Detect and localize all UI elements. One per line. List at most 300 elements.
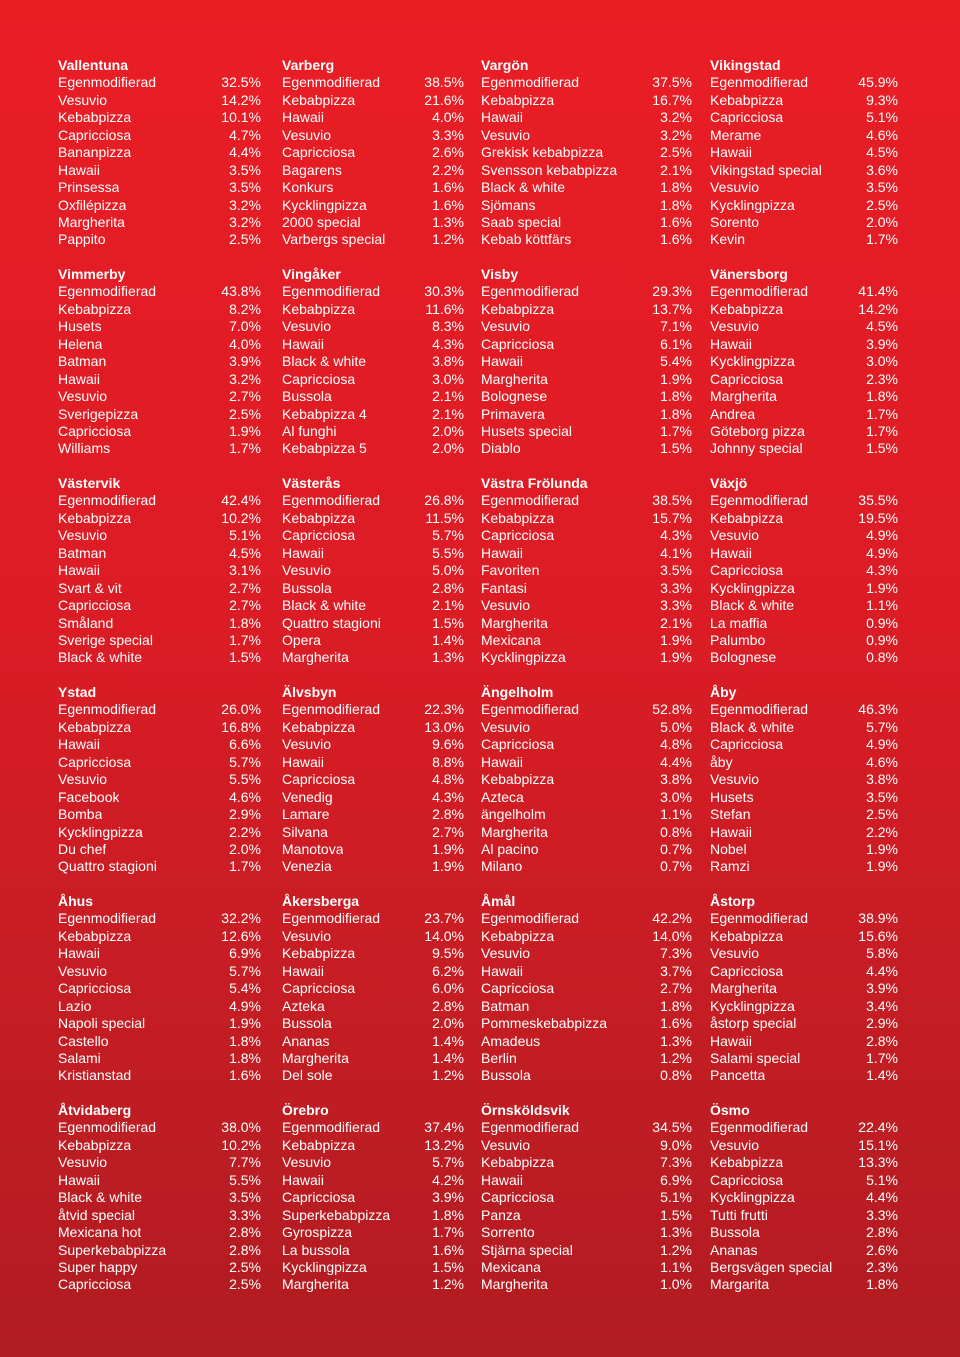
pizza-row [481, 1119, 692, 1136]
pizza-row [710, 1067, 898, 1084]
pizza-row [58, 423, 261, 440]
pizza-name: Capricciosa [282, 144, 356, 161]
city-name: Vänersborg [710, 266, 788, 282]
pizza-name: Egenmodifierad [58, 1119, 157, 1136]
pizza-name: Quattro stagioni [282, 614, 381, 631]
pizza-share: 2.5% [229, 1276, 261, 1293]
pizza-row [710, 1137, 898, 1154]
pizza-name: Kebabpizza [58, 509, 132, 526]
pizza-name: Egenmodifierad [282, 1119, 381, 1136]
pizza-row [481, 736, 692, 753]
pizza-share: 5.0% [432, 562, 464, 579]
pizza-row [58, 632, 261, 649]
pizza-row [481, 719, 692, 736]
pizza-row [58, 1033, 261, 1050]
pizza-name: Småland [58, 614, 114, 631]
pizza-share: 4.6% [866, 126, 898, 143]
pizza-name: Egenmodifierad [481, 910, 580, 927]
pizza-name: Capricciosa [710, 962, 784, 979]
city-name: Vingåker [282, 266, 341, 282]
pizza-name: Hawaii [481, 1171, 524, 1188]
pizza-name: Black & white [58, 1189, 143, 1206]
city-block [481, 266, 692, 458]
pizza-share: 19.5% [858, 509, 898, 526]
pizza-row [58, 92, 261, 109]
pizza-row [710, 162, 898, 179]
pizza-share: 1.4% [432, 631, 464, 648]
pizza-share: 3.8% [432, 353, 464, 370]
pizza-share: 9.6% [432, 736, 464, 753]
pizza-row [58, 353, 261, 370]
pizza-row [710, 214, 898, 231]
pizza-row [710, 371, 898, 388]
pizza-name: Capricciosa [282, 527, 356, 544]
pizza-share: 0.7% [660, 858, 692, 875]
pizza-row [710, 1154, 898, 1171]
pizza-name: Svensson kebabpizza [481, 161, 618, 178]
pizza-row [282, 1276, 464, 1293]
pizza-name: Kebabpizza [58, 300, 132, 317]
pizza-share: 3.5% [229, 161, 261, 178]
pizza-row [710, 1224, 898, 1241]
pizza-row [282, 597, 464, 614]
pizza-share: 10.2% [221, 1136, 261, 1153]
pizza-share: 2.0% [866, 213, 898, 230]
pizza-share: 13.3% [858, 1154, 898, 1171]
pizza-share: 4.1% [660, 544, 692, 561]
pizza-row [58, 492, 261, 509]
pizza-row [282, 806, 464, 823]
pizza-name: Egenmodifierad [58, 910, 157, 927]
pizza-name: Egenmodifierad [710, 910, 809, 927]
pizza-row [282, 423, 464, 440]
pizza-share: 42.2% [652, 910, 692, 927]
pizza-name: Vesuvio [481, 597, 531, 614]
city-block [282, 266, 464, 458]
pizza-row [58, 406, 261, 423]
pizza-share: 3.9% [866, 980, 898, 997]
city-block [58, 684, 261, 876]
pizza-name: Hawaii [58, 945, 101, 962]
pizza-name: Bussola [710, 1224, 760, 1241]
pizza-share: 1.2% [432, 231, 464, 248]
city-name: Västra Frölunda [481, 475, 588, 491]
city-name: Örebro [282, 1102, 329, 1118]
pizza-share: 1.8% [660, 405, 692, 422]
pizza-row [481, 771, 692, 788]
pizza-name: ängelholm [481, 806, 546, 823]
pizza-share: 14.2% [221, 91, 261, 108]
pizza-share: 0.8% [660, 1067, 692, 1084]
city-name: Vallentuna [58, 57, 129, 73]
city-block [710, 266, 898, 458]
pizza-share: 2.0% [432, 422, 464, 439]
pizza-name: Hawaii [282, 1171, 325, 1188]
pizza-name: Azteca [481, 788, 524, 805]
pizza-row [481, 197, 692, 214]
pizza-name: Hawaii [481, 109, 524, 126]
pizza-share: 10.2% [221, 509, 261, 526]
pizza-name: Pancetta [710, 1067, 766, 1084]
pizza-row [481, 231, 692, 248]
pizza-share: 5.7% [432, 527, 464, 544]
pizza-row [710, 858, 898, 875]
pizza-row [282, 824, 464, 841]
pizza-share: 4.4% [660, 753, 692, 770]
pizza-name: åby [710, 753, 733, 770]
pizza-row [58, 562, 261, 579]
pizza-share: 37.4% [424, 1119, 464, 1136]
pizza-name: Egenmodifierad [481, 492, 580, 509]
pizza-name: Black & white [481, 179, 566, 196]
pizza-row [481, 336, 692, 353]
pizza-share: 46.3% [858, 701, 898, 718]
pizza-share: 4.9% [866, 527, 898, 544]
pizza-name: Kebabpizza [481, 1154, 555, 1171]
pizza-share: 2.8% [432, 806, 464, 823]
pizza-share: 42.4% [221, 492, 261, 509]
pizza-name: Capricciosa [282, 980, 356, 997]
pizza-name: Capricciosa [710, 562, 784, 579]
city-block [481, 684, 692, 876]
pizza-share: 3.5% [229, 1189, 261, 1206]
pizza-row [58, 701, 261, 718]
pizza-name: Azteka [282, 997, 325, 1014]
pizza-row [710, 719, 898, 736]
pizza-share: 4.2% [432, 1171, 464, 1188]
pizza-share: 5.1% [660, 1189, 692, 1206]
pizza-share: 2.8% [866, 1032, 898, 1049]
pizza-row [282, 1033, 464, 1050]
pizza-share: 1.5% [866, 440, 898, 457]
pizza-row [710, 1276, 898, 1293]
pizza-row [58, 719, 261, 736]
city-block [58, 57, 261, 249]
pizza-row [710, 841, 898, 858]
pizza-share: 34.5% [652, 1119, 692, 1136]
pizza-row [282, 440, 464, 457]
pizza-share: 2.0% [432, 440, 464, 457]
pizza-row [710, 615, 898, 632]
pizza-row [58, 1067, 261, 1084]
pizza-row [58, 1276, 261, 1293]
city-name: Ösmo [710, 1102, 750, 1118]
pizza-name: Kycklingpizza [282, 1258, 367, 1275]
pizza-row [282, 318, 464, 335]
pizza-name: Kebabpizza [481, 509, 555, 526]
pizza-row [282, 109, 464, 126]
pizza-row [282, 615, 464, 632]
pizza-row [481, 510, 692, 527]
pizza-name: åtvid special [58, 1206, 136, 1223]
pizza-share: 12.6% [221, 927, 261, 944]
pizza-row [282, 74, 464, 91]
pizza-share: 3.3% [660, 579, 692, 596]
pizza-share: 6.9% [229, 945, 261, 962]
pizza-name: Capricciosa [481, 335, 555, 352]
pizza-name: Tutti frutti [710, 1206, 768, 1223]
pizza-row [481, 440, 692, 457]
pizza-row [282, 754, 464, 771]
pizza-row [481, 1207, 692, 1224]
pizza-row [481, 649, 692, 666]
pizza-row [58, 754, 261, 771]
pizza-name: Husets special [481, 422, 573, 439]
pizza-share: 5.4% [660, 353, 692, 370]
pizza-share: 52.8% [652, 701, 692, 718]
pizza-row [481, 632, 692, 649]
pizza-row [710, 910, 898, 927]
pizza-row [710, 945, 898, 962]
pizza-row [58, 998, 261, 1015]
pizza-row [282, 1224, 464, 1241]
pizza-row [481, 388, 692, 405]
pizza-row [58, 301, 261, 318]
pizza-row [58, 597, 261, 614]
pizza-name: Manotova [282, 840, 344, 857]
pizza-name: åstorp special [710, 1015, 797, 1032]
pizza-name: Konkurs [282, 179, 334, 196]
pizza-row [282, 510, 464, 527]
pizza-name: Kebabpizza [481, 91, 555, 108]
pizza-name: Capricciosa [710, 736, 784, 753]
pizza-name: Egenmodifierad [710, 492, 809, 509]
pizza-row [58, 910, 261, 927]
pizza-row [282, 562, 464, 579]
pizza-share: 5.7% [229, 962, 261, 979]
pizza-row [710, 1207, 898, 1224]
pizza-row [282, 1119, 464, 1136]
pizza-row [58, 649, 261, 666]
city-block [58, 475, 261, 667]
city-name: Ystad [58, 684, 97, 700]
city-block [710, 1102, 898, 1294]
pizza-share: 2.3% [866, 370, 898, 387]
pizza-share: 0.8% [660, 823, 692, 840]
pizza-share: 13.0% [424, 718, 464, 735]
pizza-share: 4.0% [432, 109, 464, 126]
pizza-name: Hawaii [481, 353, 524, 370]
pizza-row [710, 580, 898, 597]
pizza-share: 5.8% [866, 945, 898, 962]
pizza-row [481, 1015, 692, 1032]
pizza-row [710, 562, 898, 579]
pizza-name: Venezia [282, 858, 332, 875]
pizza-row [282, 1050, 464, 1067]
pizza-row [710, 824, 898, 841]
pizza-row [282, 1189, 464, 1206]
pizza-row [481, 1242, 692, 1259]
pizza-name: Egenmodifierad [481, 1119, 580, 1136]
pizza-name: Vesuvio [58, 91, 108, 108]
pizza-row [710, 1050, 898, 1067]
pizza-row [710, 318, 898, 335]
pizza-name: Facebook [58, 788, 120, 805]
pizza-share: 1.2% [660, 1049, 692, 1066]
pizza-share: 2.8% [432, 579, 464, 596]
pizza-name: Svart & vit [58, 579, 122, 596]
pizza-name: Egenmodifierad [481, 283, 580, 300]
pizza-share: 3.2% [229, 213, 261, 230]
pizza-row [58, 440, 261, 457]
pizza-row [282, 789, 464, 806]
pizza-share: 32.2% [221, 910, 261, 927]
pizza-name: Capricciosa [481, 736, 555, 753]
pizza-row [58, 1137, 261, 1154]
pizza-name: Sjömans [481, 196, 536, 213]
pizza-row [481, 1067, 692, 1084]
pizza-row [710, 283, 898, 300]
pizza-share: 4.3% [866, 562, 898, 579]
pizza-row [58, 1119, 261, 1136]
pizza-name: Helena [58, 335, 103, 352]
city-block [282, 893, 464, 1085]
pizza-share: 11.5% [425, 509, 464, 526]
pizza-row [282, 771, 464, 788]
pizza-share: 1.1% [660, 1258, 692, 1275]
pizza-share: 1.8% [866, 1276, 898, 1293]
pizza-name: Vesuvio [58, 527, 108, 544]
city-name: Åstorp [710, 893, 756, 909]
pizza-row [481, 841, 692, 858]
pizza-share: 1.6% [229, 1067, 261, 1084]
pizza-name: Husets [58, 318, 102, 335]
pizza-share: 1.9% [660, 370, 692, 387]
pizza-share: 3.3% [866, 1206, 898, 1223]
pizza-row [58, 980, 261, 997]
pizza-share: 2.9% [229, 806, 261, 823]
pizza-row [481, 283, 692, 300]
pizza-share: 4.5% [866, 318, 898, 335]
pizza-name: Kebabpizza [282, 91, 356, 108]
pizza-share: 32.5% [221, 74, 261, 91]
pizza-share: 2.5% [866, 806, 898, 823]
pizza-row [481, 301, 692, 318]
pizza-share: 4.4% [866, 962, 898, 979]
pizza-row [481, 144, 692, 161]
pizza-name: 2000 special [282, 213, 361, 230]
pizza-row [58, 841, 261, 858]
pizza-row [710, 527, 898, 544]
pizza-row [58, 231, 261, 248]
pizza-share: 1.1% [866, 597, 898, 614]
pizza-share: 1.8% [866, 388, 898, 405]
pizza-row [710, 649, 898, 666]
pizza-row [58, 945, 261, 962]
pizza-share: 2.1% [432, 405, 464, 422]
pizza-name: Sorrento [481, 1224, 535, 1241]
pizza-share: 2.1% [432, 597, 464, 614]
city-block [282, 475, 464, 667]
pizza-name: Pappito [58, 231, 106, 248]
city-name: Åmål [481, 893, 516, 909]
pizza-name: Egenmodifierad [710, 701, 809, 718]
pizza-share: 1.3% [432, 213, 464, 230]
pizza-share: 6.9% [660, 1171, 692, 1188]
pizza-row [481, 92, 692, 109]
pizza-name: Bussola [481, 1067, 531, 1084]
pizza-row [282, 632, 464, 649]
pizza-name: Kebabpizza [58, 1136, 132, 1153]
pizza-row [282, 527, 464, 544]
pizza-name: Black & white [710, 597, 795, 614]
pizza-share: 8.8% [432, 753, 464, 770]
pizza-share: 5.5% [229, 1171, 261, 1188]
pizza-share: 7.3% [660, 945, 692, 962]
pizza-name: Vesuvio [710, 771, 760, 788]
pizza-row [58, 318, 261, 335]
pizza-name: Superkebabpizza [282, 1206, 391, 1223]
pizza-name: Hawaii [282, 962, 325, 979]
pizza-name: Kebabpizza 5 [282, 440, 367, 457]
pizza-row [710, 179, 898, 196]
pizza-row [710, 510, 898, 527]
pizza-name: Capricciosa [58, 1276, 132, 1293]
pizza-row [282, 545, 464, 562]
pizza-share: 1.8% [229, 1049, 261, 1066]
pizza-share: 4.9% [866, 544, 898, 561]
pizza-name: Kebabpizza [710, 91, 784, 108]
pizza-share: 0.9% [866, 614, 898, 631]
pizza-row [710, 1172, 898, 1189]
pizza-share: 15.7% [652, 509, 692, 526]
city-name: Varberg [282, 57, 335, 73]
pizza-name: Capricciosa [282, 771, 356, 788]
pizza-row [282, 92, 464, 109]
pizza-row [481, 545, 692, 562]
pizza-share: 16.7% [652, 91, 692, 108]
pizza-row [710, 1242, 898, 1259]
pizza-share: 2.7% [229, 388, 261, 405]
pizza-name: Kycklingpizza [710, 1189, 795, 1206]
pizza-name: Ananas [282, 1032, 330, 1049]
pizza-name: Kycklingpizza [58, 823, 143, 840]
pizza-name: Capricciosa [481, 1189, 555, 1206]
pizza-share: 1.6% [432, 179, 464, 196]
pizza-name: Del sole [282, 1067, 333, 1084]
pizza-name: Hawaii [58, 736, 101, 753]
pizza-name: Ananas [710, 1241, 758, 1258]
pizza-share: 21.6% [424, 91, 464, 108]
pizza-row [481, 562, 692, 579]
pizza-share: 2.7% [229, 579, 261, 596]
pizza-share: 30.3% [424, 283, 464, 300]
pizza-name: Margherita [282, 649, 349, 666]
pizza-share: 1.5% [229, 649, 261, 666]
pizza-name: Merame [710, 126, 762, 143]
pizza-share: 41.4% [858, 283, 898, 300]
pizza-name: Kebabpizza 4 [282, 405, 367, 422]
pizza-row [481, 127, 692, 144]
pizza-row [282, 1067, 464, 1084]
pizza-share: 3.5% [866, 179, 898, 196]
pizza-row [710, 301, 898, 318]
pizza-share: 3.2% [660, 109, 692, 126]
pizza-name: Egenmodifierad [481, 701, 580, 718]
pizza-row [58, 806, 261, 823]
pizza-row [282, 841, 464, 858]
pizza-row [58, 1189, 261, 1206]
pizza-row [58, 858, 261, 875]
pizza-row [58, 144, 261, 161]
pizza-row [58, 162, 261, 179]
pizza-row [710, 406, 898, 423]
pizza-row [710, 928, 898, 945]
pizza-name: Kycklingpizza [710, 196, 795, 213]
pizza-share: 4.5% [229, 544, 261, 561]
pizza-name: Vikingstad special [710, 161, 822, 178]
pizza-name: Bussola [282, 579, 332, 596]
